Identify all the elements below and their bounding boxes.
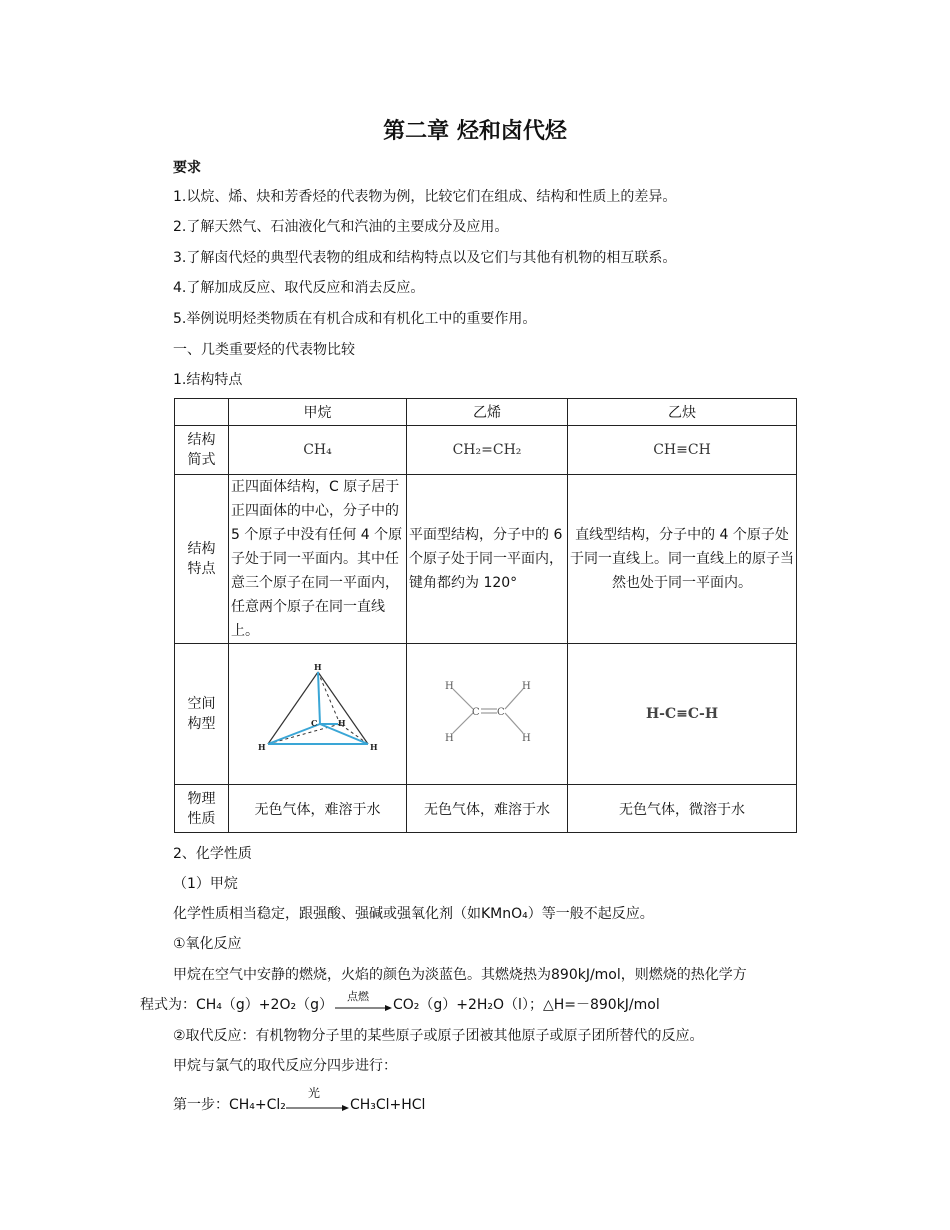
svg-text:H: H <box>313 662 322 672</box>
methane-tetrahedron-diagram <box>258 662 378 762</box>
svg-text:H: H <box>522 681 531 692</box>
header-methane: 甲烷 <box>229 399 407 426</box>
requirement-item: 3.了解卤代烃的典型代表物的组成和结构特点以及它们与其他有机物的相互联系。 <box>173 250 677 266</box>
svg-text:H: H <box>257 742 266 752</box>
substitution-heading: ②取代反应：有机物物分子里的某些原子或原子团被其他原子或原子团所替代的反应。 <box>173 1028 704 1044</box>
physical-acetylene: 无色气体，微溶于水 <box>568 785 797 833</box>
requirement-item: 1.以烷、烯、炔和芳香烃的代表物为例，比较它们在组成、结构和性质上的差异。 <box>173 189 677 205</box>
table-corner <box>175 399 229 426</box>
header-acetylene: 乙炔 <box>568 399 797 426</box>
reaction-arrow: 光 <box>286 1097 350 1113</box>
feature-ethylene: 平面型结构，分子中的 6 个原子处于同一平面内，键角都约为 120° <box>407 475 568 644</box>
page-title: 第二章 烃和卤代烃 <box>383 119 567 144</box>
svg-text:H: H <box>522 733 531 744</box>
combustion-equation: 程式为：CH₄（g）+2O₂（g） 点燃 CO₂（g）+2H₂O（l）；△H=－890kJ/mol <box>140 990 660 1013</box>
row-label-physical-properties: 物理 性质 <box>175 785 229 833</box>
svg-text:C: C <box>310 718 317 728</box>
paragraph: 甲烷与氯气的取代反应分四步进行： <box>173 1058 397 1074</box>
formula-acetylene: CH≡CH <box>568 426 797 475</box>
formula-ethylene: CH₂=CH₂ <box>407 426 568 475</box>
paragraph: 化学性质相当稳定，跟强酸、强碱或强氧化剂（如KMnO₄）等一般不起反应。 <box>173 906 654 922</box>
requirement-item: 5.举例说明烃类物质在有机合成和有机化工中的重要作用。 <box>173 311 537 327</box>
section-heading: 2、化学性质 <box>173 846 252 862</box>
ethylene-model-cell <box>407 644 568 785</box>
requirement-item: 4.了解加成反应、取代反应和消去反应。 <box>173 280 425 296</box>
requirement-item: 2.了解天然气、石油液化气和汽油的主要成分及应用。 <box>173 219 509 235</box>
svg-text:H: H <box>337 718 346 728</box>
methane-model-cell <box>229 644 407 785</box>
paragraph: 甲烷在空气中安静的燃烧，火焰的颜色为淡蓝色。其燃烧热为890kJ/mol，则燃烧的热化学方 <box>173 967 747 983</box>
reaction-arrow: 点燃 <box>333 997 393 1013</box>
section-heading: 一、几类重要烃的代表物比较 <box>173 342 355 358</box>
oxidation-heading: ①氧化反应 <box>173 936 242 952</box>
step-one-equation: 第一步：CH₄+Cl₂ 光 CH₃Cl+HCl <box>173 1086 426 1113</box>
row-label-structural-features: 结构 特点 <box>175 475 229 644</box>
comparison-table <box>174 398 796 826</box>
feature-acetylene: 直线型结构，分子中的 4 个原子处于同一直线上。同一直线上的原子当然也处于同一平面内。 <box>568 475 797 644</box>
physical-methane: 无色气体，难溶于水 <box>229 785 407 833</box>
feature-methane: 正四面体结构，C 原子居于正四面体的中心，分子中的 5 个原子中没有任何 4 个原子处于同一平面内。其中任意三个原子在同一平面内，任意两个原子在同一直线上。 <box>229 475 407 644</box>
svg-text:H: H <box>445 733 454 744</box>
svg-text:C: C <box>472 707 480 718</box>
ethylene-planar-diagram <box>437 677 537 747</box>
header-ethylene: 乙烯 <box>407 399 568 426</box>
row-label-structural-formula: 结构 简式 <box>175 426 229 475</box>
subsection-heading: 1.结构特点 <box>173 372 243 388</box>
svg-text:H: H <box>369 742 378 752</box>
formula-methane: CH₄ <box>229 426 407 475</box>
svg-text:H: H <box>445 681 454 692</box>
requirements-heading: 要求 <box>173 160 201 176</box>
physical-ethylene: 无色气体，难溶于水 <box>407 785 568 833</box>
subsection-heading: （1）甲烷 <box>173 876 238 892</box>
acetylene-model: H-C≡C-H <box>568 644 797 785</box>
svg-text:C: C <box>497 707 505 718</box>
row-label-spatial-configuration: 空间 构型 <box>175 644 229 785</box>
